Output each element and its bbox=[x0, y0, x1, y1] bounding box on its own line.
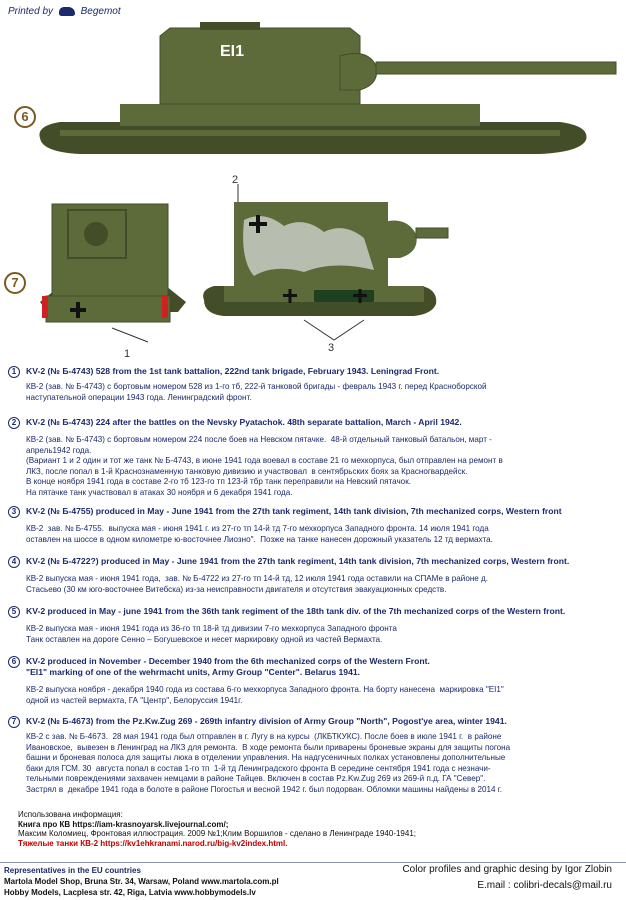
turret bbox=[160, 28, 360, 104]
entry-title: KV-2 (№ Б-4673) from the Pz.Kw.Zug 269 - 269th infantry division of Army Group "North", Pogost'ye area, winter 1941. bbox=[26, 716, 507, 726]
turret-front bbox=[52, 204, 168, 296]
callout-2: 2 bbox=[232, 174, 239, 186]
callout-3: 3 bbox=[328, 342, 335, 354]
rep-hobby-models: Hobby Models, Lacplesa str. 42, Riga, Latvia www.hobbymodels.lv bbox=[4, 888, 256, 897]
entry-number: 2 bbox=[8, 417, 20, 429]
track bbox=[39, 122, 586, 154]
entry-title-2: "EI1" marking of one of the wehrmacht units, Army Group "Center". Belarus 1941. bbox=[26, 667, 361, 677]
hull-marking: EI1 bbox=[220, 43, 245, 60]
email[interactable]: E.mail : colibri-decals@mail.ru bbox=[477, 880, 612, 891]
brand-name: Begemot bbox=[80, 6, 121, 17]
entry-body: КВ-2 с зав. № Б-4673. 28 мая 1941 года был отправлен в г. Лугу в на курсы (ЛКБТКУКС). После боев в июле 1941 г. в районе Ивановское, вывезен в Ленинград на ЛКЗ для ремонта. В ходе ремонта были приварены броневые экраны для защиты погона башни и броневая полоса для защиты люка в отделении управления. На надгусеничных полках установлены дополнительные баки для ГСМ. 30 августа попал в состав 1-го тп 1-й тд Ленинградского фронта В середине сентября 1941 года с незначи- тельными повреждениями захвачен немцами в районе Тайцев. Включен в состав Pz.Kw.Zug 269 из 269-й п.д. ГА "Север". Застрял в декабре 1941 года в болоте в районе Погостья и весной 1942 г. был подорван. Обломки машины найдены в 2014 г. bbox=[26, 732, 511, 794]
entry-body: КВ-2 выпуска мая - июня 1941 года из 36-го тп 18-й тд дивизии 7-го мехкорпуса Западного фронта Танк оставлен на дороге Сенно – Богушевское и несет маркировку одной из частей Вермахта. bbox=[26, 624, 397, 644]
entry-body: КВ-2 выпуска ноября - декабря 1940 года из состава 6-го мехкорпуса Западного фронта. На борту нанесена маркировка "EI1" одной из частей вермахта, ГА "Центр", Белоруссия 1941г. bbox=[26, 685, 504, 705]
callout-3-line bbox=[304, 320, 364, 340]
gun-barrel bbox=[376, 62, 616, 74]
hippo-logo-icon bbox=[59, 7, 75, 16]
entry-body: КВ-2 зав. № Б-4755. выпуска мая - июня 1941 г. из 27-го тп 14-й тд 7-го мехкорпуса Западного фронта. 14 июля 1941 года оставлен на шоссе в одном километре ю-восточнее Лиозно". Позже на танке нанесен дорожный указатель 12 тд вермахта. bbox=[26, 524, 493, 544]
entry-number: 6 bbox=[8, 656, 20, 668]
entry-number: 1 bbox=[8, 366, 20, 378]
turret-hatch bbox=[200, 22, 260, 30]
entry-body: КВ-2 выпуска мая - июня 1941 года, зав. № Б-4722 из 27-го тп 14-й тд, 12 июля 1941 года оставили на СПАМе в районе д. Стасьево (30 км юго-восточнее Витебска) из-за неисправности двигателя и отсутствия эвакуационных средств. bbox=[26, 574, 489, 594]
reps-title: Representatives in the EU countries bbox=[4, 866, 141, 875]
source-link-3[interactable]: Тяжелые танки КВ-2 https://kv1ehkranami.narod.ru/big-kv2index.html. bbox=[18, 838, 288, 848]
printed-by bbox=[8, 6, 121, 17]
red-marker-left bbox=[42, 296, 48, 318]
source-2: Максим Коломиец, Фронтовая иллюстрация. 2009 №1;Клим Воршилов - сделано в Ленинграде 1940-1941; bbox=[18, 829, 417, 838]
entry-title: KV-2 (№ Б-4722?) produced in May - June 1941 from the 27th tank regiment, 14th tank division, 7th mechanized corps, Western front. bbox=[26, 556, 570, 566]
credit: Color profiles and graphic desing by Igor Zlobin bbox=[402, 864, 612, 875]
entry-number: 4 bbox=[8, 556, 20, 568]
hull-front bbox=[46, 296, 170, 322]
entry-number: 5 bbox=[8, 606, 20, 618]
callout-1-line bbox=[112, 328, 148, 342]
entry-body: КВ-2 (зав. № Б-4743) с бортовым номером 528 из 1-го тб, 222-й танковой бригады - февраль 1943 г. перед Красноборской наступательной операции 1943 года. Ленинградский фронт. bbox=[26, 382, 487, 402]
callout-1: 1 bbox=[124, 348, 131, 360]
entry-number: 3 bbox=[8, 506, 20, 518]
hull bbox=[120, 104, 480, 126]
sources-label: Использована информация: bbox=[18, 810, 123, 819]
mantlet bbox=[340, 54, 377, 90]
profile-7-front-view bbox=[38, 200, 188, 350]
entry-number: 7 bbox=[8, 716, 20, 728]
profile-7-number: 7 bbox=[4, 272, 26, 294]
gun-7 bbox=[416, 228, 448, 238]
profile-7-side-view bbox=[194, 180, 450, 350]
profile-6-number: 6 bbox=[14, 106, 36, 128]
entry-title: KV-2 produced in November - December 1940 from the 6th mechanized corps of the Western Front. bbox=[26, 656, 430, 666]
track-guard bbox=[60, 130, 560, 136]
rep-martola: Martola Model Shop, Bruna Str. 34, Warsaw, Poland www.martola.com.pl bbox=[4, 877, 279, 886]
entry-title: KV-2 produced in May - june 1941 from the 36th tank regiment of the 18th tank div. of the 7th mechanized corps of the Western front. bbox=[26, 606, 566, 616]
mantlet-7 bbox=[384, 221, 417, 259]
source-link-1[interactable]: Книга про КВ https://iam-krasnoyarsk.livejournal.com/; bbox=[18, 819, 229, 829]
entry-title: KV-2 (№ Б-4743) 528 from the 1st tank battalion, 222nd tank brigade, February 1943. Leningrad Front. bbox=[26, 366, 440, 376]
red-marker-right bbox=[162, 296, 168, 318]
entry-title: KV-2 (№ Б-4755) produced in May - June 1941 from the 27th tank regiment, 14th tank division, 7th mechanized corps, Western front bbox=[26, 506, 562, 516]
printed-by-label: Printed by bbox=[8, 6, 54, 17]
gun-muzzle bbox=[84, 222, 108, 246]
entry-title: KV-2 (№ Б-4743) 224 after the battles on the Nevsky Pyatachok. 48th separate battalion, March - April 1942. bbox=[26, 417, 462, 427]
sources bbox=[18, 810, 416, 848]
profile-6-side-view bbox=[20, 18, 620, 160]
footer-divider bbox=[0, 862, 626, 863]
entry-body: КВ-2 (зав. № Б-4743) с бортовым номером 224 после боев на Невском пятачке. 48-й отдельный танковый батальон, март - апрель1942 года. (Вариант 1 и 2 один и тот же танк № Б-4743, в июне 1941 года воевал в составе 21 го мехкорпуса, был отправлен на ремонт в ЛКЗ, после попал в 1-й Краснознаменную танковую дивизию и участвовал в сентябрьских боях за Красногвардейск. В конце ноября 1941 года в составе 2-го тб 123-го тп 123-й тбр танк переправили на Невский пятачок. На пятачке танк участвовал в атаках 30 ноября и 6 декабря 1941 года. bbox=[26, 435, 503, 497]
